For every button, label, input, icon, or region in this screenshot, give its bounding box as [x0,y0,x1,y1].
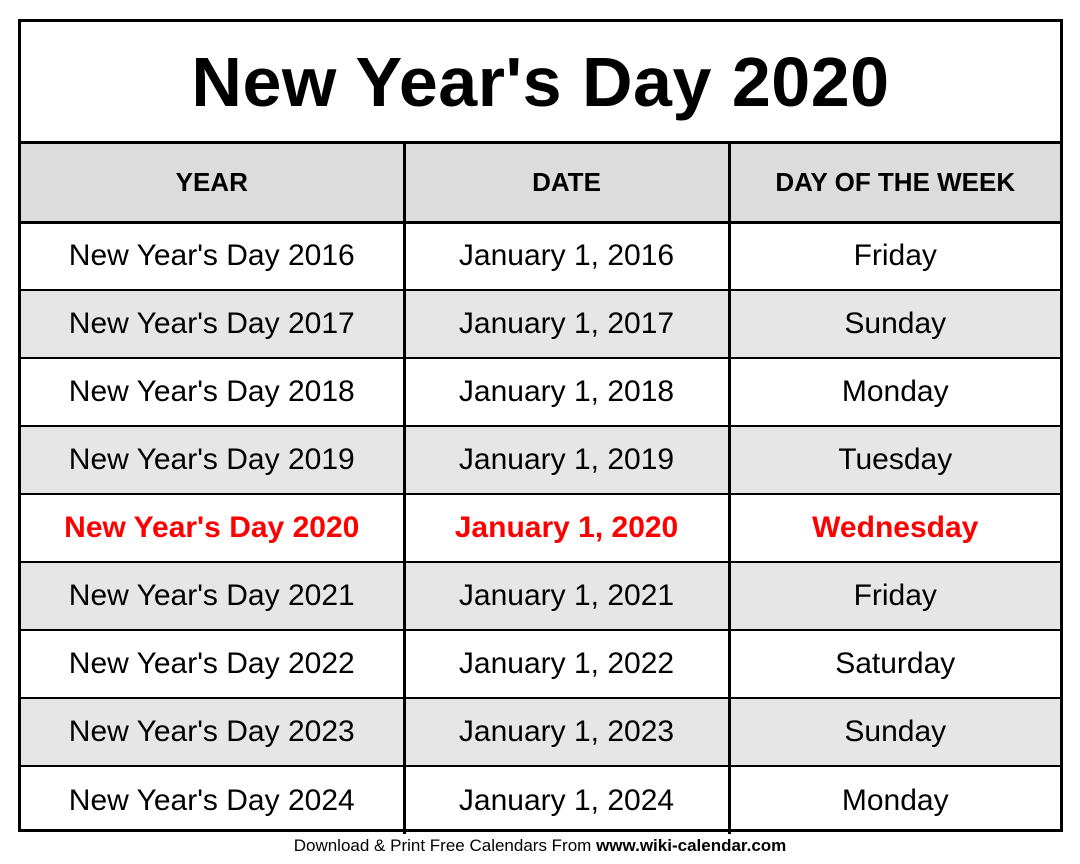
year-cell: New Year's Day 2016 [68,239,355,273]
page-title: New Year's Day 2020 [21,22,1060,144]
year-cell: New Year's Day 2023 [21,698,404,766]
year-cell: New Year's Day 2019 [21,426,404,494]
day-cell: Tuesday [729,426,1060,494]
date-cell: January 1, 2019 [404,426,729,494]
table-row [21,630,1060,698]
day-cell: Saturday [729,630,1060,698]
year-cell: New Year's Day 2024 [21,766,404,834]
date-cell: January 1, 2017 [404,290,729,358]
column-header-year: YEAR [21,144,404,222]
table-row [21,426,1060,494]
day-cell: Sunday [729,698,1060,766]
table-row [21,222,1060,290]
date-cell: January 1, 2020 [404,494,729,562]
table-row [21,766,1060,834]
table-header-row [21,144,1060,222]
day-cell: Sunday [729,290,1060,358]
day-cell: Monday [729,766,1060,834]
date-cell: January 1, 2018 [404,358,729,426]
column-header-day-of-week: DAY OF THE WEEK [729,144,1060,222]
date-cell: January 1, 2023 [404,698,729,766]
year-cell: New Year's Day 2017 [21,290,404,358]
date-cell: January 1, 2022 [404,630,729,698]
day-cell: Wednesday [729,494,1060,562]
date-cell: January 1, 2021 [404,562,729,630]
date-cell: January 1, 2016 [404,222,729,290]
day-cell: Friday [729,222,1060,290]
year-cell: New Year's Day 2022 [21,630,404,698]
table-row [21,698,1060,766]
footer-text: Download & Print Free Calendars From [293,836,597,855]
column-header-date: DATE [404,144,729,222]
year-cell: New Year's Day 2018 [21,358,404,426]
table-row-highlighted [21,494,1060,562]
day-cell: Monday [729,358,1060,426]
day-cell: Friday [729,562,1060,630]
footer-credit [0,836,1080,856]
table-row [21,562,1060,630]
year-cell: New Year's Day 2021 [21,562,404,630]
calendar-table-frame [18,19,1063,832]
table-row [21,290,1060,358]
holiday-table [21,144,1060,834]
footer-site-link[interactable]: www.wiki-calendar.com [596,836,787,855]
date-cell: January 1, 2024 [404,766,729,834]
table-row [21,358,1060,426]
year-cell: New Year's Day 2020 [21,494,404,562]
